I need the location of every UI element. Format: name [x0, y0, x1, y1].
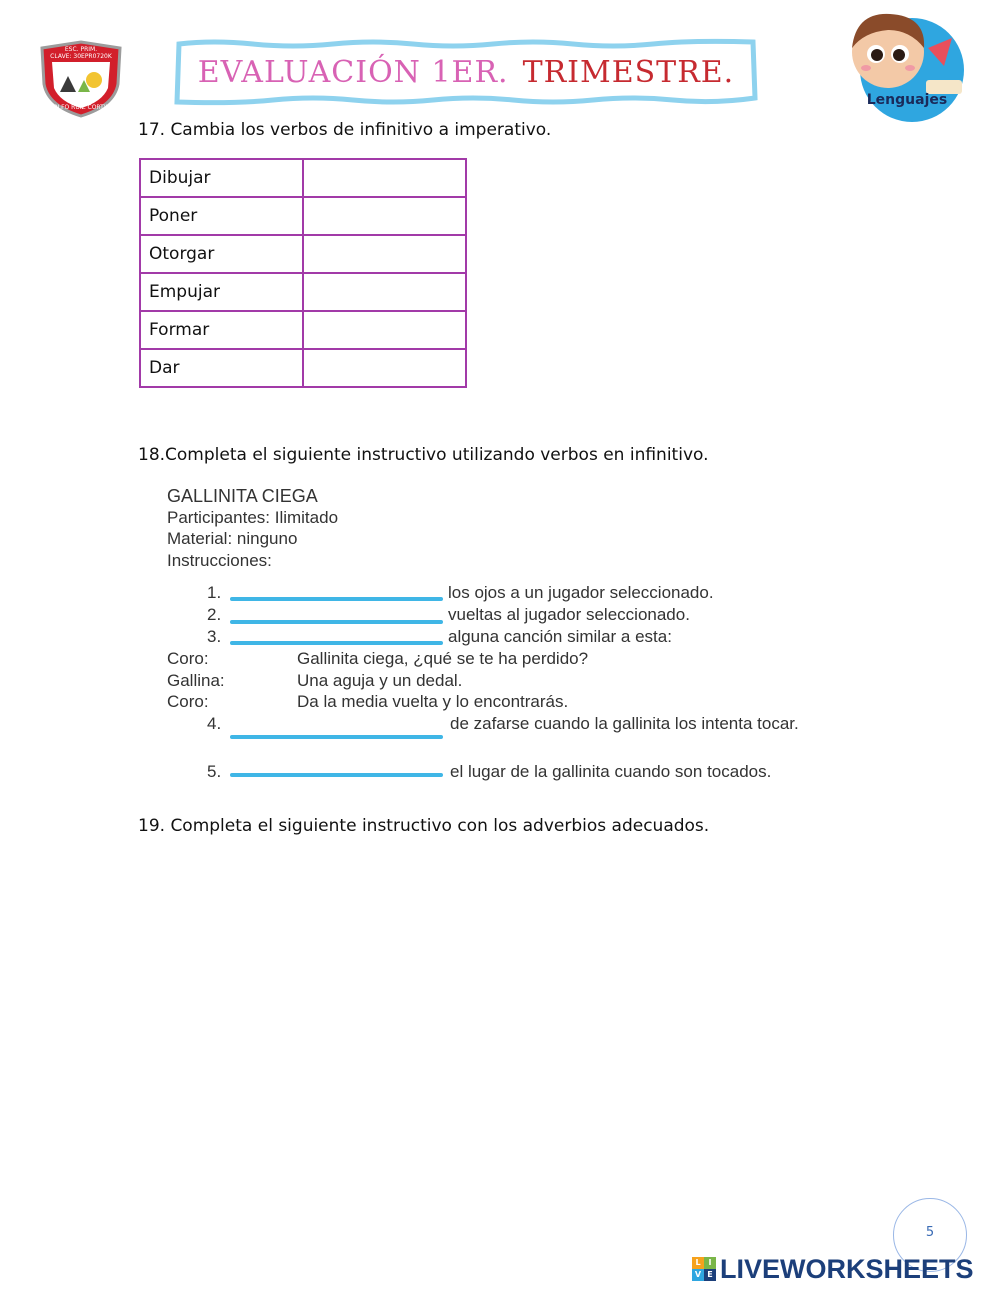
step-number: 4.	[207, 714, 222, 733]
blank-answer-field[interactable]	[230, 773, 443, 777]
question-17-prompt: 17. Cambia los verbos de infinitivo a imperativo.	[138, 120, 552, 140]
step-number: 1.	[207, 583, 222, 602]
school-logo-line-1: ESC. PRIM.	[64, 46, 98, 53]
answer-field[interactable]	[303, 235, 466, 273]
verb-cell: Formar	[140, 311, 303, 349]
banner-title-part2: TRIMESTRE.	[522, 54, 735, 90]
school-logo-line-2: CLAVE: 30EPR0720K	[50, 53, 112, 60]
verb-cell: Poner	[140, 197, 303, 235]
step-text: de zafarse cuando la gallinita los intenta tocar.	[450, 714, 799, 733]
blank-answer-field[interactable]	[230, 641, 443, 645]
step-number: 3.	[207, 627, 222, 646]
verb-cell: Dar	[140, 349, 303, 387]
page-number: 5	[925, 1225, 935, 1240]
song-speaker: Gallina:	[167, 671, 225, 690]
blank-answer-field[interactable]	[230, 597, 443, 601]
table-row	[140, 197, 466, 235]
answer-field[interactable]	[303, 197, 466, 235]
verb-cell: Dibujar	[140, 159, 303, 197]
answer-field[interactable]	[303, 349, 466, 387]
song-line: Una aguja y un dedal.	[297, 671, 463, 690]
subject-logo	[840, 8, 970, 126]
blank-answer-field[interactable]	[230, 620, 443, 624]
liveworksheets-brand	[692, 1254, 974, 1284]
answer-field[interactable]	[303, 273, 466, 311]
table-row	[140, 311, 466, 349]
table-row	[140, 349, 466, 387]
step-text: el lugar de la gallinita cuando son tocados.	[450, 762, 772, 781]
logo-letter: I	[704, 1257, 716, 1269]
table-row	[140, 273, 466, 311]
question-18-prompt: 18.Completa el siguiente instructivo utilizando verbos en infinitivo.	[138, 445, 709, 465]
instructivo-participants: Participantes: Ilimitado	[167, 508, 339, 527]
instructivo-material: Material: ninguno	[167, 529, 298, 548]
school-logo-line-3: ADOLFO RUIZ CORTINES	[44, 104, 118, 111]
step-text: los ojos a un jugador seleccionado.	[448, 583, 714, 602]
liveworksheets-logo-icon	[692, 1257, 716, 1281]
song-line: Da la media vuelta y lo encontrarás.	[297, 692, 569, 711]
step-number: 5.	[207, 762, 222, 781]
subject-logo-text: Lenguajes	[866, 92, 948, 108]
song-speaker: Coro:	[167, 649, 209, 668]
logo-letter: L	[692, 1257, 704, 1269]
song-line: Gallinita ciega, ¿qué se te ha perdido?	[297, 649, 589, 668]
liveworksheets-brand-text: LIVEWORKSHEETS	[720, 1253, 974, 1284]
banner-title	[173, 38, 759, 106]
step-text: alguna canción similar a esta:	[448, 627, 672, 646]
verb-cell: Otorgar	[140, 235, 303, 273]
verb-table	[139, 158, 467, 388]
blank-answer-field[interactable]	[230, 735, 443, 739]
table-row	[140, 235, 466, 273]
step-number: 2.	[207, 605, 222, 624]
verb-cell: Empujar	[140, 273, 303, 311]
question-19-prompt: 19. Completa el siguiente instructivo con los adverbios adecuados.	[138, 816, 710, 836]
table-row	[140, 159, 466, 197]
logo-letter: E	[704, 1269, 716, 1281]
title-banner	[173, 38, 759, 106]
banner-title-part1: EVALUACIÓN 1ER.	[197, 54, 509, 90]
instructivo-label: Instrucciones:	[167, 551, 272, 570]
instructivo-title: GALLINITA CIEGA	[167, 486, 318, 506]
song-speaker: Coro:	[167, 692, 209, 711]
step-text: vueltas al jugador seleccionado.	[448, 605, 690, 624]
school-logo	[38, 40, 124, 118]
logo-letter: V	[692, 1269, 704, 1281]
answer-field[interactable]	[303, 311, 466, 349]
answer-field[interactable]	[303, 159, 466, 197]
